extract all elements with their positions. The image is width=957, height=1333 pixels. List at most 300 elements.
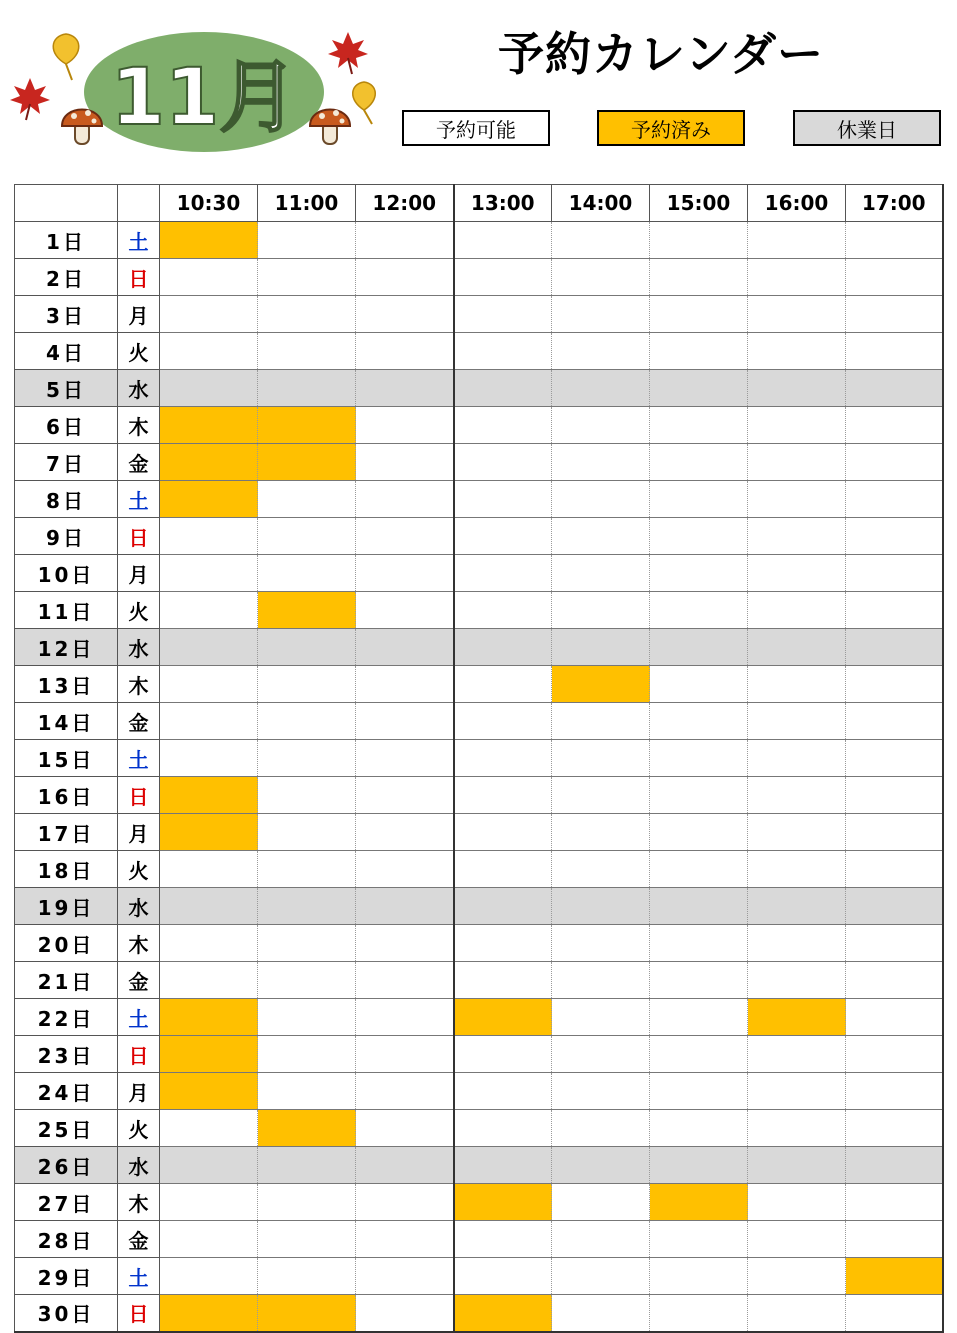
date-cell: 28日 [15, 1221, 118, 1258]
date-cell: 17日 [15, 814, 118, 851]
date-cell: 1日 [15, 222, 118, 259]
time-slot-available[interactable] [650, 1221, 748, 1258]
weekday-cell: 月 [118, 1073, 160, 1110]
time-slot-available[interactable] [160, 962, 258, 999]
time-slot-available[interactable] [650, 1036, 748, 1073]
time-column-header: 14:00 [552, 185, 650, 222]
time-slot-available[interactable] [552, 407, 650, 444]
date-cell: 23日 [15, 1036, 118, 1073]
time-slot-available[interactable] [356, 444, 454, 481]
time-slot-available[interactable] [258, 1073, 356, 1110]
calendar-row [15, 1036, 943, 1073]
weekday-cell: 日 [118, 1295, 160, 1332]
weekday-cell: 木 [118, 666, 160, 703]
time-slot-booked[interactable] [160, 1036, 258, 1073]
time-slot-closed [356, 888, 454, 925]
time-slot-available[interactable] [650, 333, 748, 370]
time-slot-available[interactable] [552, 1295, 650, 1332]
time-slot-available[interactable] [650, 666, 748, 703]
time-slot-closed [258, 629, 356, 666]
time-slot-available[interactable] [650, 296, 748, 333]
mushroom-icon [310, 110, 350, 145]
time-slot-available[interactable] [748, 703, 846, 740]
time-slot-closed [748, 1147, 846, 1184]
time-slot-available[interactable] [748, 1295, 846, 1332]
legend-booked: 予約済み [597, 110, 745, 146]
weekday-cell: 火 [118, 592, 160, 629]
time-slot-booked[interactable] [258, 444, 356, 481]
time-slot-booked[interactable] [552, 666, 650, 703]
time-slot-available[interactable] [748, 518, 846, 555]
time-slot-available[interactable] [846, 333, 943, 370]
time-slot-available[interactable] [552, 851, 650, 888]
time-slot-available[interactable] [258, 222, 356, 259]
time-slot-available[interactable] [454, 1036, 552, 1073]
weekday-cell: 水 [118, 629, 160, 666]
weekday-cell: 火 [118, 851, 160, 888]
time-slot-available[interactable] [650, 851, 748, 888]
time-slot-booked[interactable] [160, 407, 258, 444]
time-slot-available[interactable] [846, 666, 943, 703]
time-slot-available[interactable] [552, 814, 650, 851]
time-slot-available[interactable] [748, 407, 846, 444]
time-slot-available[interactable] [748, 1036, 846, 1073]
time-slot-booked[interactable] [160, 999, 258, 1036]
legend-closed: 休業日 [793, 110, 941, 146]
month-badge-illustration [8, 30, 393, 158]
time-slot-available[interactable] [552, 481, 650, 518]
time-slot-available[interactable] [748, 851, 846, 888]
time-slot-available[interactable] [846, 1184, 943, 1221]
weekday-cell: 水 [118, 888, 160, 925]
weekday-cell: 水 [118, 370, 160, 407]
time-slot-closed [846, 370, 943, 407]
time-slot-available[interactable] [356, 1258, 454, 1295]
time-slot-available[interactable] [846, 851, 943, 888]
time-slot-available[interactable] [846, 1036, 943, 1073]
time-slot-available[interactable] [846, 814, 943, 851]
time-slot-available[interactable] [356, 666, 454, 703]
time-slot-available[interactable] [552, 592, 650, 629]
time-slot-available[interactable] [356, 1073, 454, 1110]
time-slot-available[interactable] [160, 925, 258, 962]
time-slot-available[interactable] [748, 1073, 846, 1110]
time-slot-closed [846, 629, 943, 666]
time-slot-available[interactable] [748, 1184, 846, 1221]
time-slot-available[interactable] [552, 333, 650, 370]
time-slot-closed [454, 370, 552, 407]
time-slot-available[interactable] [454, 1110, 552, 1147]
time-slot-booked[interactable] [258, 1295, 356, 1332]
time-slot-closed [846, 1147, 943, 1184]
time-slot-available[interactable] [258, 925, 356, 962]
calendar-row [15, 259, 943, 296]
time-slot-booked[interactable] [160, 481, 258, 518]
time-slot-booked[interactable] [160, 1073, 258, 1110]
time-slot-available[interactable] [454, 481, 552, 518]
time-slot-available[interactable] [650, 1295, 748, 1332]
time-slot-available[interactable] [160, 259, 258, 296]
maple-leaf-icon [328, 32, 368, 74]
date-cell: 25日 [15, 1110, 118, 1147]
time-slot-available[interactable] [258, 1036, 356, 1073]
time-slot-available[interactable] [650, 444, 748, 481]
time-slot-available[interactable] [650, 592, 748, 629]
time-slot-available[interactable] [748, 1258, 846, 1295]
time-slot-available[interactable] [650, 222, 748, 259]
time-slot-available[interactable] [552, 444, 650, 481]
calendar-row [15, 777, 943, 814]
time-slot-available[interactable] [160, 851, 258, 888]
date-cell: 8日 [15, 481, 118, 518]
time-slot-booked[interactable] [160, 1295, 258, 1332]
time-slot-available[interactable] [454, 259, 552, 296]
time-slot-available[interactable] [160, 740, 258, 777]
time-slot-available[interactable] [160, 703, 258, 740]
time-slot-available[interactable] [552, 1073, 650, 1110]
time-slot-booked[interactable] [748, 999, 846, 1036]
date-cell: 9日 [15, 518, 118, 555]
weekday-cell: 土 [118, 481, 160, 518]
time-slot-available[interactable] [846, 222, 943, 259]
calendar-row [15, 296, 943, 333]
time-slot-available[interactable] [258, 777, 356, 814]
time-slot-available[interactable] [846, 703, 943, 740]
calendar-row [15, 999, 943, 1036]
time-slot-available[interactable] [650, 777, 748, 814]
time-slot-available[interactable] [846, 962, 943, 999]
calendar-row [15, 1184, 943, 1221]
time-slot-available[interactable] [552, 1184, 650, 1221]
time-slot-available[interactable] [356, 962, 454, 999]
time-slot-available[interactable] [748, 333, 846, 370]
time-slot-available[interactable] [748, 296, 846, 333]
time-slot-available[interactable] [650, 481, 748, 518]
time-slot-available[interactable] [356, 851, 454, 888]
time-slot-available[interactable] [356, 407, 454, 444]
weekday-cell: 月 [118, 814, 160, 851]
time-slot-available[interactable] [748, 814, 846, 851]
time-slot-available[interactable] [454, 592, 552, 629]
time-slot-available[interactable] [160, 518, 258, 555]
time-slot-available[interactable] [552, 999, 650, 1036]
time-slot-available[interactable] [650, 1073, 748, 1110]
weekday-cell: 土 [118, 222, 160, 259]
time-slot-available[interactable] [356, 222, 454, 259]
time-slot-available[interactable] [258, 814, 356, 851]
time-slot-available[interactable] [258, 1221, 356, 1258]
time-slot-available[interactable] [846, 592, 943, 629]
time-slot-available[interactable] [846, 1073, 943, 1110]
time-slot-booked[interactable] [454, 999, 552, 1036]
mushroom-icon [62, 110, 102, 145]
time-slot-available[interactable] [356, 555, 454, 592]
time-slot-available[interactable] [552, 518, 650, 555]
time-slot-available[interactable] [258, 518, 356, 555]
calendar-row [15, 1147, 943, 1184]
time-slot-available[interactable] [748, 740, 846, 777]
time-slot-available[interactable] [454, 296, 552, 333]
time-slot-available[interactable] [552, 703, 650, 740]
time-slot-available[interactable] [454, 666, 552, 703]
calendar-row [15, 444, 943, 481]
time-slot-available[interactable] [552, 1110, 650, 1147]
time-slot-booked[interactable] [160, 814, 258, 851]
time-slot-available[interactable] [258, 333, 356, 370]
time-slot-available[interactable] [846, 740, 943, 777]
weekday-cell: 月 [118, 555, 160, 592]
weekday-cell: 土 [118, 1258, 160, 1295]
time-slot-available[interactable] [650, 555, 748, 592]
time-slot-available[interactable] [454, 1073, 552, 1110]
time-slot-available[interactable] [454, 333, 552, 370]
time-slot-available[interactable] [160, 555, 258, 592]
time-slot-booked[interactable] [846, 1258, 943, 1295]
time-slot-available[interactable] [748, 592, 846, 629]
time-slot-available[interactable] [846, 555, 943, 592]
time-slot-available[interactable] [356, 814, 454, 851]
time-slot-available[interactable] [356, 592, 454, 629]
time-slot-available[interactable] [748, 666, 846, 703]
time-slot-booked[interactable] [160, 444, 258, 481]
time-slot-available[interactable] [454, 925, 552, 962]
time-slot-available[interactable] [846, 481, 943, 518]
time-slot-booked[interactable] [454, 1184, 552, 1221]
maple-leaf-icon [10, 78, 50, 120]
time-slot-available[interactable] [258, 555, 356, 592]
time-slot-available[interactable] [650, 407, 748, 444]
time-slot-booked[interactable] [258, 592, 356, 629]
time-slot-available[interactable] [552, 777, 650, 814]
time-slot-available[interactable] [160, 1258, 258, 1295]
time-slot-booked[interactable] [650, 1184, 748, 1221]
time-slot-available[interactable] [356, 925, 454, 962]
time-slot-available[interactable] [454, 814, 552, 851]
time-slot-available[interactable] [356, 1036, 454, 1073]
time-slot-booked[interactable] [160, 777, 258, 814]
time-slot-available[interactable] [356, 1295, 454, 1332]
time-slot-available[interactable] [258, 740, 356, 777]
calendar-row [15, 1110, 943, 1147]
time-slot-available[interactable] [650, 740, 748, 777]
time-slot-available[interactable] [552, 962, 650, 999]
time-slot-available[interactable] [356, 259, 454, 296]
calendar-row [15, 1221, 943, 1258]
time-slot-available[interactable] [552, 555, 650, 592]
time-slot-available[interactable] [258, 1258, 356, 1295]
date-cell: 10日 [15, 555, 118, 592]
date-cell: 19日 [15, 888, 118, 925]
time-slot-closed [650, 888, 748, 925]
time-slot-closed [748, 888, 846, 925]
date-cell: 21日 [15, 962, 118, 999]
time-slot-available[interactable] [650, 518, 748, 555]
time-slot-available[interactable] [258, 703, 356, 740]
time-slot-available[interactable] [258, 1184, 356, 1221]
time-slot-available[interactable] [846, 999, 943, 1036]
time-slot-available[interactable] [160, 296, 258, 333]
calendar-row [15, 1258, 943, 1295]
time-slot-available[interactable] [454, 851, 552, 888]
time-slot-available[interactable] [454, 407, 552, 444]
time-slot-available[interactable] [356, 481, 454, 518]
time-slot-booked[interactable] [454, 1295, 552, 1332]
time-slot-available[interactable] [160, 1110, 258, 1147]
date-cell: 13日 [15, 666, 118, 703]
time-slot-closed [552, 888, 650, 925]
time-slot-available[interactable] [748, 222, 846, 259]
calendar-row [15, 703, 943, 740]
time-slot-available[interactable] [356, 296, 454, 333]
time-slot-available[interactable] [160, 1221, 258, 1258]
time-slot-available[interactable] [356, 703, 454, 740]
time-slot-closed [748, 629, 846, 666]
time-slot-available[interactable] [650, 1258, 748, 1295]
time-slot-closed [160, 888, 258, 925]
time-slot-available[interactable] [748, 962, 846, 999]
time-slot-available[interactable] [552, 259, 650, 296]
weekday-cell: 土 [118, 999, 160, 1036]
time-column-header: 16:00 [748, 185, 846, 222]
time-slot-available[interactable] [454, 777, 552, 814]
time-slot-available[interactable] [748, 925, 846, 962]
calendar-row [15, 333, 943, 370]
time-slot-booked[interactable] [258, 1110, 356, 1147]
time-column-header: 11:00 [258, 185, 356, 222]
time-slot-available[interactable] [160, 666, 258, 703]
time-slot-available[interactable] [748, 481, 846, 518]
weekday-cell: 日 [118, 259, 160, 296]
date-cell: 3日 [15, 296, 118, 333]
time-slot-booked[interactable] [160, 222, 258, 259]
time-slot-available[interactable] [650, 1110, 748, 1147]
time-slot-available[interactable] [650, 703, 748, 740]
time-slot-available[interactable] [258, 666, 356, 703]
time-slot-available[interactable] [160, 333, 258, 370]
time-slot-available[interactable] [258, 481, 356, 518]
time-slot-available[interactable] [454, 1258, 552, 1295]
time-slot-available[interactable] [356, 1221, 454, 1258]
time-slot-available[interactable] [454, 1221, 552, 1258]
time-slot-available[interactable] [552, 1221, 650, 1258]
calendar-row [15, 962, 943, 999]
time-slot-available[interactable] [650, 259, 748, 296]
time-slot-closed [846, 888, 943, 925]
time-slot-available[interactable] [748, 1221, 846, 1258]
calendar-row [15, 888, 943, 925]
time-slot-available[interactable] [748, 777, 846, 814]
time-slot-available[interactable] [454, 518, 552, 555]
calendar-row [15, 481, 943, 518]
time-slot-available[interactable] [846, 259, 943, 296]
time-slot-available[interactable] [454, 740, 552, 777]
time-slot-available[interactable] [454, 444, 552, 481]
time-slot-closed [650, 370, 748, 407]
time-slot-available[interactable] [846, 296, 943, 333]
time-slot-available[interactable] [846, 518, 943, 555]
date-cell: 12日 [15, 629, 118, 666]
calendar-row [15, 407, 943, 444]
calendar-row [15, 1073, 943, 1110]
time-slot-closed [552, 1147, 650, 1184]
time-slot-available[interactable] [846, 777, 943, 814]
weekday-cell: 月 [118, 296, 160, 333]
time-slot-available[interactable] [748, 444, 846, 481]
time-slot-closed [650, 629, 748, 666]
weekday-cell: 金 [118, 444, 160, 481]
time-slot-closed [356, 1147, 454, 1184]
time-slot-available[interactable] [454, 962, 552, 999]
time-slot-closed [258, 370, 356, 407]
time-slot-available[interactable] [650, 962, 748, 999]
time-slot-available[interactable] [846, 1110, 943, 1147]
time-slot-available[interactable] [356, 777, 454, 814]
time-slot-available[interactable] [846, 1295, 943, 1332]
time-slot-closed [356, 370, 454, 407]
time-slot-available[interactable] [552, 222, 650, 259]
time-slot-available[interactable] [846, 444, 943, 481]
time-slot-available[interactable] [258, 999, 356, 1036]
time-slot-available[interactable] [552, 1036, 650, 1073]
date-cell: 20日 [15, 925, 118, 962]
time-slot-available[interactable] [454, 555, 552, 592]
time-slot-available[interactable] [846, 925, 943, 962]
time-slot-available[interactable] [748, 259, 846, 296]
time-slot-available[interactable] [356, 1110, 454, 1147]
time-slot-available[interactable] [356, 740, 454, 777]
calendar-row [15, 925, 943, 962]
date-cell: 4日 [15, 333, 118, 370]
time-slot-closed [356, 629, 454, 666]
time-slot-available[interactable] [258, 962, 356, 999]
time-slot-available[interactable] [846, 407, 943, 444]
weekday-cell: 木 [118, 407, 160, 444]
time-slot-available[interactable] [356, 518, 454, 555]
time-slot-available[interactable] [356, 333, 454, 370]
time-slot-available[interactable] [748, 1110, 846, 1147]
time-slot-available[interactable] [356, 999, 454, 1036]
time-slot-available[interactable] [846, 1221, 943, 1258]
page-title: 予約カレンダー [498, 27, 825, 81]
weekday-cell: 水 [118, 1147, 160, 1184]
time-slot-available[interactable] [258, 851, 356, 888]
time-slot-available[interactable] [650, 925, 748, 962]
time-column-header: 15:00 [650, 185, 748, 222]
date-cell: 15日 [15, 740, 118, 777]
time-slot-available[interactable] [552, 925, 650, 962]
time-slot-available[interactable] [258, 296, 356, 333]
time-slot-available[interactable] [552, 1258, 650, 1295]
time-slot-available[interactable] [454, 703, 552, 740]
weekday-cell: 土 [118, 740, 160, 777]
time-slot-available[interactable] [258, 259, 356, 296]
time-slot-available[interactable] [552, 740, 650, 777]
time-slot-available[interactable] [748, 555, 846, 592]
time-slot-available[interactable] [454, 222, 552, 259]
time-slot-available[interactable] [552, 296, 650, 333]
calendar-row [15, 666, 943, 703]
time-slot-available[interactable] [160, 592, 258, 629]
date-cell: 7日 [15, 444, 118, 481]
time-slot-available[interactable] [160, 1184, 258, 1221]
calendar-row [15, 1295, 943, 1332]
calendar-row [15, 851, 943, 888]
time-slot-booked[interactable] [258, 407, 356, 444]
month-badge-text: 11月 [110, 53, 298, 143]
time-slot-available[interactable] [650, 814, 748, 851]
time-slot-available[interactable] [650, 999, 748, 1036]
time-slot-available[interactable] [356, 1184, 454, 1221]
